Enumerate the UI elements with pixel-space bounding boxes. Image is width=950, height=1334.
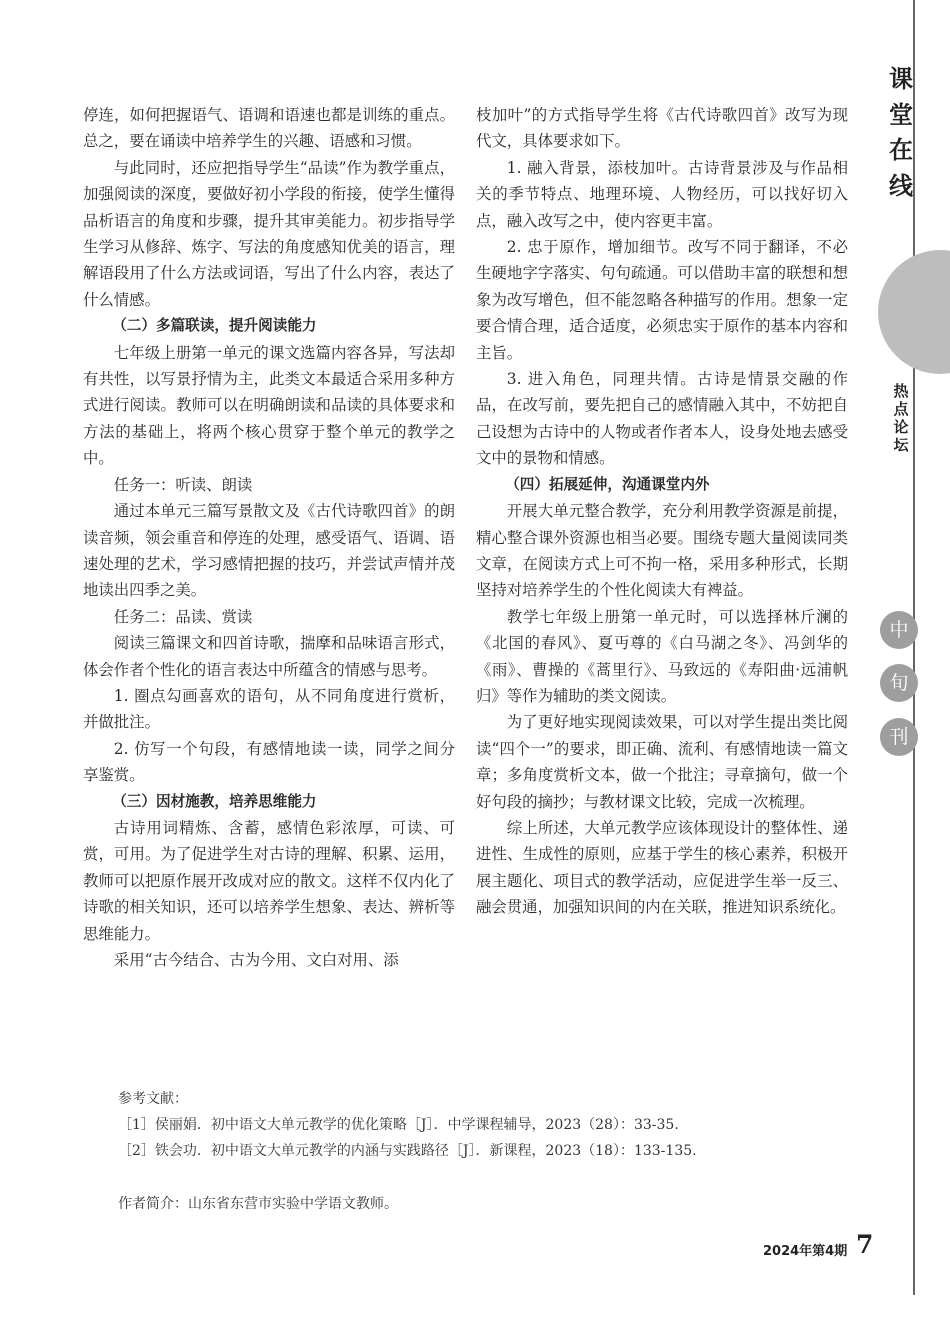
section-title [878, 62, 924, 204]
author-note: 作者简介：山东省东营市实验中学语文教师。 [118, 1196, 398, 1212]
page-number: 7 [856, 1230, 874, 1259]
section-heading: （二）多篇联读，提升阅读能力 [112, 317, 317, 335]
paragraph: 古诗用词精炼、含蓄，感情色彩浓厚，可读、可赏，可用。为了促进学生对古诗的理解、积累、运用，教师可以把原作展开改成对应的散文。这样不仅内化了诗歌的相关知识，还可以培养学生想象、表达、辨析等思维能力。 [83, 818, 455, 943]
section-title-char: 线 [889, 171, 913, 200]
reference-item-1: ［1］侯丽娟．初中语文大单元教学的优化策略［J］．中学课程辅导，2023（28）：33-35. [118, 1117, 679, 1133]
paragraph: 3. 进入角色，同理共情。古诗是情景交融的作品，在改写前，要先把自己的感情融入其中，不妨把自己设想为古诗中的人物或者作者本人，设身处地去感受文中的景物和情感。 [476, 370, 848, 468]
paragraph: 任务一：听读、朗读 [113, 475, 253, 494]
left-column [83, 102, 455, 973]
paragraph: 阅读三篇课文和四首诗歌，揣摩和品味语言形式，体会作者个性化的语言表达中所蕴含的情感与思考。 [83, 634, 455, 679]
paragraph: 2. 仿写一个句段，有感情地读一读，同学之间分享鉴赏。 [83, 739, 455, 785]
section-title-char: 在 [889, 136, 913, 164]
column-name-char: 坛 [893, 436, 909, 454]
paragraph: 1. 融入背景，添枝加叶。古诗背景涉及与作品相关的季节特点、地理环境、人物经历，可以找好切入点，融入改写之中，使内容更丰富。 [476, 158, 848, 230]
paragraph: 开展大单元整合教学，充分利用教学资源是前提，精心整合课外资源也相当必要。围绕专题大量阅读同类文章，在阅读方式上可不拘一格，采用多种形式，长期坚持对培养学生的个性化阅读大有裨益。 [476, 502, 848, 600]
paragraph: 综上所述，大单元教学应该体现设计的整体性、递进性、生成性的原则，应基于学生的核心素养，积极开展主题化、项目式的教学活动，应促进学生举一反三、融会贯通，加强知识间的内在关联，推进知识系统化。 [476, 818, 848, 917]
paragraph: 1. 圈点勾画喜欢的语句，从不同角度进行赏析，并做批注。 [83, 686, 455, 732]
paragraph: 任务二：品读、赏读 [113, 607, 253, 626]
paragraph: 七年级上册第一单元的课文选篇内容各异，写法却有共性，以写景抒情为主，此类文本最适合采用多种方式进行阅读。教师可以在明确朗读和品读的具体要求和方法的基础上，将两个核心贯穿于整个单元的教学之中。 [83, 343, 455, 468]
paragraph: 采用“古今结合、古为今用、文白对用、添 [113, 951, 399, 969]
paragraph: 枝加叶”的方式指导学生将《古代诗歌四首》改写为现代文，具体要求如下。 [476, 106, 848, 151]
paragraph: 为了更好地实现阅读效果，可以对学生提出类比阅读“四个一”的要求，即正确、流利、有感情地读一篇文章；多角度赏析文本，做一个批注；寻章摘句，做一个好句段的摘抄；与教材课文比较，完成一次梳理。 [476, 713, 848, 811]
paragraph: 教学七年级上册第一单元时，可以选择林斤澜的《北国的春风》、夏丏尊的《白马湖之冬》、冯剑华的《雨》、曹操的《蒿里行》、马致远的《寿阳曲·远浦帆归》等作为辅助的类文阅读。 [476, 607, 848, 705]
journal-badge-zhong: 中 [880, 611, 918, 649]
section-title-char: 堂 [889, 100, 913, 129]
section-heading: （三）因材施教，培养思维能力 [112, 792, 317, 810]
paragraph: 停连，如何把握语气、语调和语速也都是训练的重点。总之，要在诵读中培养学生的兴趣、语感和习惯。 [83, 106, 455, 151]
issue-label: 2024年第4期 [763, 1244, 848, 1259]
right-column [476, 102, 848, 921]
column-name-char: 论 [893, 418, 909, 436]
paragraph: 2. 忠于原作，增加细节。改写不同于翻译，不必生硬地字字落实、句句疏通。可以借助丰富的联想和想象为改写增色，但不能忽略各种描写的作用。想象一定要合情合理，适合适度，必须忠实于原作的基本内容和主旨。 [476, 238, 848, 362]
column-name [885, 382, 917, 454]
journal-badge-xun: 旬 [880, 664, 918, 702]
references-label: 参考文献： [118, 1091, 188, 1107]
decorative-half-circle [878, 250, 950, 374]
section-heading: （四）拓展延伸，沟通课堂内外 [505, 475, 710, 493]
paragraph: 通过本单元三篇写景散文及《古代诗歌四首》的朗读音频，领会重音和停连的处理，感受语气、语调、语速处理的艺术，学习感情把握的技巧，并尝试声情并茂地读出四季之美。 [83, 502, 455, 600]
journal-badge-kan: 刊 [880, 718, 918, 756]
paragraph: 与此同时，还应把指导学生“品读”作为教学重点，加强阅读的深度，要做好初小学段的衔接，使学生懂得品析语言的角度和步骤，提升其审美能力。初步指导学生学习从修辞、炼字、写法的角度感知优美的语言，理解语段用了什么方法或词语，写出了什么内容，表达了什么情感。 [83, 158, 455, 309]
references [118, 1086, 838, 1164]
column-name-char: 点 [893, 400, 909, 418]
column-name-char: 热 [893, 382, 909, 400]
section-title-char: 课 [889, 65, 913, 93]
reference-item-2: ［2］铁会功．初中语文大单元教学的内涵与实践路径［J］．新课程，2023（18）：133-135. [118, 1143, 697, 1159]
